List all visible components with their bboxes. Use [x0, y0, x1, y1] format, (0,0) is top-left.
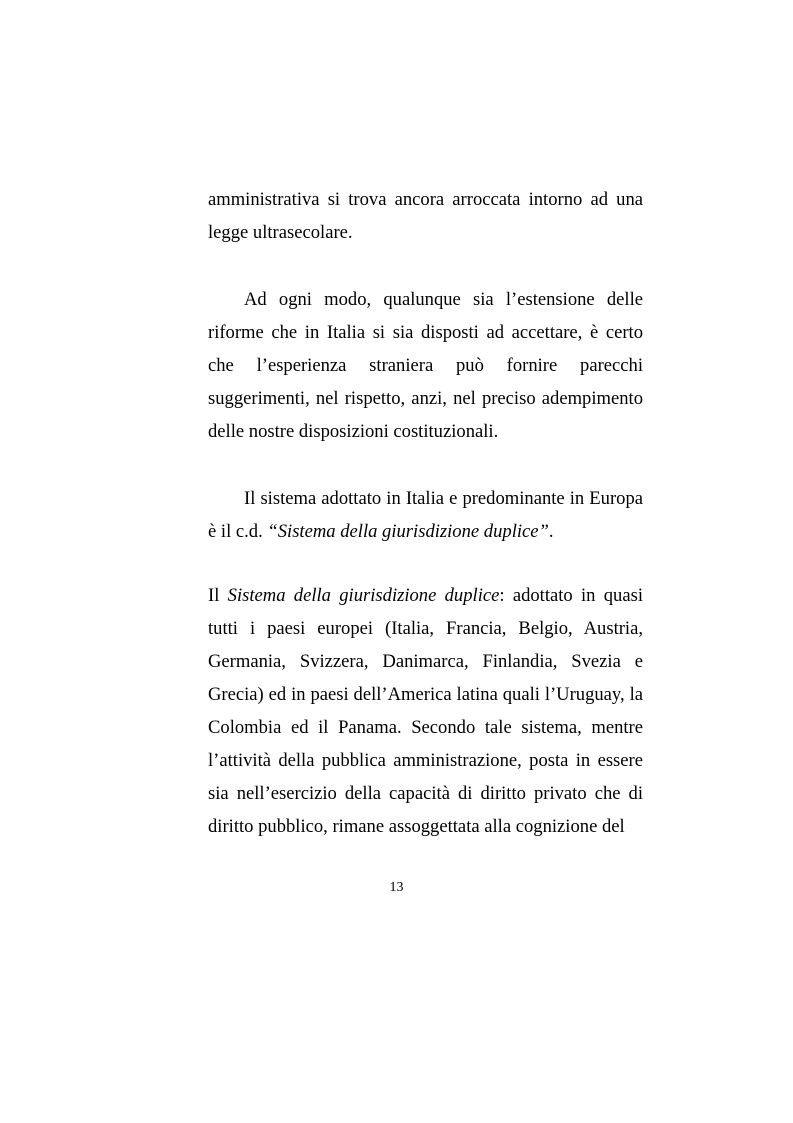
paragraph-text: Il sistema adottato in Italia e predominante in Europa è il c.d.: [208, 488, 643, 542]
paragraph-reform-extension: [208, 283, 643, 448]
paragraph-italic-term: “Sistema della giurisdizione duplice”: [267, 521, 549, 542]
paragraph-continuation: [208, 183, 643, 249]
paragraph-italic-term: Sistema della giurisdizione duplice: [227, 585, 500, 606]
paragraph-text: Ad ogni modo, qualunque sia l’estensione delle riforme che in Italia si sia disposti ad accettare, è certo che l’esperienza straniera può fornire parecchi suggerimenti, nel rispetto, anzi, nel preciso adempimento delle nostre disposizioni costituzionali.: [208, 289, 643, 442]
page-number: 13: [389, 880, 404, 895]
paragraph-text: Il: [208, 585, 228, 606]
paragraph-dual-jurisdiction: [208, 579, 643, 843]
paragraph-text-end: : adottato in quasi tutti i paesi europei (Italia, Francia, Belgio, Austria, Germania, Svizzera, Danimarca, Finlandia, Svezia e Grecia) ed in paesi dell’America latina quali l’Uruguay, la Colombia ed il Panama. Secondo tale sistema, mentre l’attività della pubblica amministrazione, posta in essere sia nell’esercizio della capacità di diritto privato che di diritto pubblico, rimane assoggettata alla cognizione del: [208, 585, 644, 837]
paragraph-system-adopted: [208, 482, 643, 548]
paragraph-text-end: .: [548, 521, 554, 542]
paragraph-text: amministrativa si trova ancora arroccata intorno ad una legge ultrasecolare.: [208, 189, 643, 243]
